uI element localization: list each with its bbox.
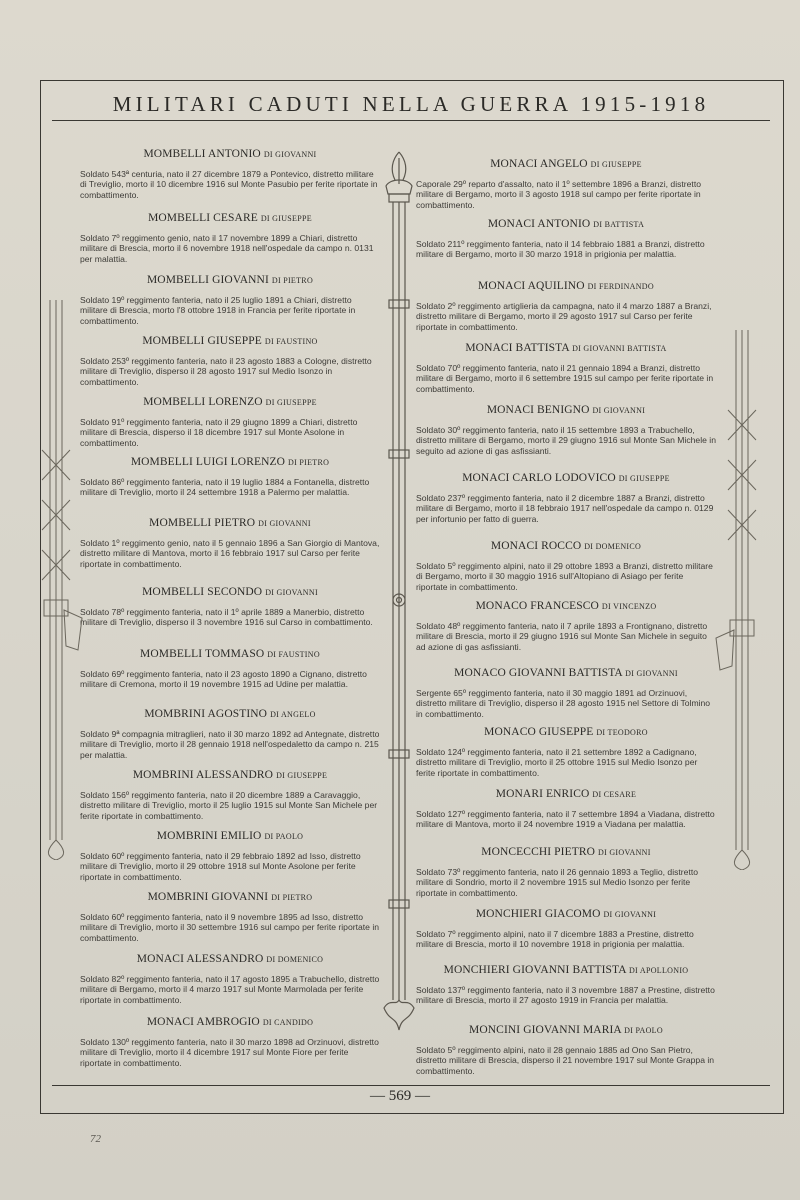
entry — [416, 280, 716, 332]
entry — [416, 158, 716, 210]
surname-name: MOMBELLI TOMMASO — [140, 648, 265, 660]
entry-name — [80, 396, 380, 408]
entry-name — [80, 1016, 380, 1028]
entry-text: Soldato 2º reggimento artiglieria da campagna, nato il 4 marzo 1887 a Branzi, distretto militare di Bergamo, morto il 29 agosto 1917 sul Carso per ferite riportate in combattimento. — [416, 301, 712, 332]
patronymic: DI PAOLO — [264, 832, 304, 841]
surname-name: MONCECCHI PIETRO — [481, 846, 596, 858]
entry — [416, 788, 716, 830]
entry-name — [80, 830, 380, 842]
fasces-ornament — [380, 150, 418, 1040]
entry — [80, 953, 380, 1005]
surname-name: MOMBELLI PIETRO — [149, 517, 256, 529]
entry — [80, 648, 380, 690]
patronymic: DI GIOVANNI — [263, 150, 317, 159]
entry-name — [80, 274, 380, 286]
patronymic: DI DOMENICO — [266, 955, 324, 964]
entry — [80, 1016, 380, 1068]
entry-text: Soldato 60º reggimento fanteria, nato il 29 febbraio 1892 ad Isso, distretto militare di Treviglio, morto il 29 ottobre 1918 sul Monte Asolone per ferite riportate in combattimento. — [80, 851, 361, 882]
entry-name — [416, 472, 716, 484]
entry-text: Soldato 60º reggimento fanteria, nato il 9 novembre 1895 ad Isso, distretto militare di Treviglio, morto il 30 settembre 1916 sul campo per ferite riportate in combattimento. — [80, 912, 380, 943]
patronymic: DI CESARE — [592, 790, 637, 799]
entry — [416, 600, 716, 652]
entry — [80, 517, 380, 569]
entry-text: Soldato 69º reggimento fanteria, nato il 23 agosto 1890 a Cignano, distretto militare di Cremona, morto il 19 novembre 1915 ad Udine per malattia. — [80, 669, 367, 690]
patronymic: DI APOLLONIO — [628, 966, 689, 975]
patronymic: DI GIUSEPPE — [265, 398, 317, 407]
surname-name: MONACI ALESSANDRO — [136, 953, 264, 965]
entry-name — [80, 335, 380, 347]
patronymic: DI TEODORO — [596, 728, 648, 737]
surname-name: MONARI ENRICO — [495, 788, 590, 800]
entry — [416, 342, 716, 394]
patronymic: DI BATTISTA — [593, 220, 645, 229]
entry-text: Soldato 91º reggimento fanteria, nato il 29 giugno 1899 a Chiari, distretto militare di Brescia, disperso il 18 dicembre 1917 sul Monte Asolone in combattimento. — [80, 417, 358, 448]
surname-name: MOMBELLI ANTONIO — [143, 148, 261, 160]
patronymic: DI GIUSEPPE — [618, 474, 670, 483]
surname-name: MOMBRINI AGOSTINO — [144, 708, 268, 720]
patronymic: DI GIOVANNI — [603, 910, 657, 919]
entry-name — [416, 726, 716, 738]
surname-name: MONACI CARLO LODOVICO — [462, 472, 616, 484]
entry-name — [416, 788, 716, 800]
entry-name — [80, 891, 380, 903]
patronymic: DI ANGELO — [270, 710, 316, 719]
entry-text: Soldato 73º reggimento fanteria, nato il 26 gennaio 1893 a Teglio, distretto militare di Sondrio, morto il 2 novembre 1915 sul Medio Isonzo per ferite riportate in combattimento. — [416, 867, 698, 898]
entry — [416, 726, 716, 778]
entry-text: Soldato 156º reggimento fanteria, nato il 20 dicembre 1889 a Caravaggio, distretto militare di Treviglio, morto il 25 luglio 1915 sul Monte San Michele per ferite riportate in combattimento. — [80, 790, 378, 821]
surname-name: MONACO FRANCESCO — [475, 600, 599, 612]
entry — [80, 212, 380, 264]
page-title: MILITARI CADUTI NELLA GUERRA 1915-1918 — [112, 91, 710, 116]
surname-name: MOMBELLI LORENZO — [143, 396, 263, 408]
page-number: — 569 — — [370, 1088, 430, 1104]
surname-name: MONACI ANTONIO — [487, 218, 591, 230]
entry-name — [80, 517, 380, 529]
patronymic: DI VINCENZO — [601, 602, 657, 611]
entry-name — [80, 648, 380, 660]
entry — [80, 830, 380, 882]
entry — [416, 540, 716, 592]
patronymic: DI PIETRO — [271, 276, 314, 285]
entry-name — [80, 769, 380, 781]
entry-name — [80, 456, 380, 468]
entry-name — [416, 1024, 716, 1036]
entry-name — [416, 158, 716, 170]
entry — [416, 908, 716, 950]
surname-name: MONACI AQUILINO — [478, 280, 585, 292]
entry-name — [416, 540, 716, 552]
patronymic: DI GIUSEPPE — [260, 214, 312, 223]
patronymic: DI GIOVANNI — [598, 848, 651, 857]
patronymic: DI CANDIDO — [262, 1018, 314, 1027]
surname-name: MONACI AMBROGIO — [146, 1016, 260, 1028]
entry-text: Sergente 65º reggimento fanteria, nato il 30 maggio 1891 ad Orzinuovi, distretto militare di Treviglio, disperso il 28 agosto 1915 nel Settore di Tolmino in combattimento. — [416, 688, 711, 719]
surname-name: MONCHIERI GIACOMO — [475, 908, 601, 920]
entry-name — [416, 964, 716, 976]
entry-name — [416, 218, 716, 230]
entry — [80, 148, 380, 200]
entry-text: Soldato 253º reggimento fanteria, nato il 23 agosto 1883 a Cologne, distretto militare di Treviglio, disperso il 28 agosto 1917 sul Medio Isonzo in combattimento. — [80, 356, 372, 387]
surname-name: MONACI ANGELO — [490, 158, 588, 170]
patronymic: DI GIOVANNI — [265, 588, 318, 597]
left-trophy-ornament — [28, 300, 84, 860]
entry-name — [80, 953, 380, 965]
patronymic: DI PIETRO — [271, 893, 313, 902]
surname-name: MONACI ROCCO — [490, 540, 582, 552]
patronymic: DI GIUSEPPE — [590, 160, 642, 169]
surname-name: MONACO GIUSEPPE — [484, 726, 594, 738]
patronymic: DI FAUSTINO — [264, 337, 318, 346]
surname-name: MONACI BATTISTA — [465, 342, 570, 354]
patronymic: DI GIOVANNI BATTISTA — [572, 344, 667, 353]
entry-name — [80, 586, 380, 598]
entry-text: Soldato 19º reggimento fanteria, nato il 25 luglio 1891 a Chiari, distretto militare di Brescia, morto l'8 ottobre 1918 in Francia per ferite riportate in combattimento. — [80, 295, 356, 326]
patronymic: DI FERDINANDO — [587, 282, 654, 291]
entry-text: Soldato 48º reggimento fanteria, nato il 7 aprile 1893 a Frontignano, distretto militare di Brescia, morto il 29 giugno 1916 sul Monte San Michele in seguito ad azione di gas asfissianti. — [416, 621, 708, 652]
surname-name: MOMBELLI GIUSEPPE — [142, 335, 262, 347]
entry — [416, 667, 716, 719]
entry-text: Soldato 7º reggimento genio, nato il 17 novembre 1899 a Chiari, distretto militare di Brescia, morto il 6 novembre 1918 nell'ospedale da campo n. 0131 per malattia. — [80, 233, 374, 264]
entry-text: Soldato 86º reggimento fanteria, nato il 19 luglio 1884 a Fontanella, distretto militare di Treviglio, morto il 24 settembre 1918 a Palermo per malattia. — [80, 477, 370, 498]
entry-name — [416, 404, 716, 416]
entry-text: Soldato 70º reggimento fanteria, nato il 21 gennaio 1894 a Branzi, distretto militare di Bergamo, morto il 6 settembre 1915 sul campo per ferite riportate in combattimento. — [416, 363, 714, 394]
surname-name: MONCHIERI GIOVANNI BATTISTA — [443, 964, 626, 976]
entry — [416, 846, 716, 898]
entry-name — [416, 908, 716, 920]
entry-text: Soldato 137º reggimento fanteria, nato il 3 novembre 1887 a Prestine, distretto militare di Brescia, morto il 27 agosto 1919 in Francia per malattia. — [416, 985, 715, 1006]
entry-text: Caporale 29º reparto d'assalto, nato il 1º settembre 1896 a Branzi, distretto militare di Bergamo, morto il 3 agosto 1918 sul campo per ferite riportate in combattimento. — [416, 179, 701, 210]
entry-text: Soldato 82º reggimento fanteria, nato il 17 agosto 1895 a Trabuchello, distretto militare di Bergamo, morto il 4 marzo 1917 sul Monte Marmolada per ferite riportate in combattimento. — [80, 974, 380, 1005]
surname-name: MOMBELLI SECONDO — [142, 586, 263, 598]
entry — [80, 708, 380, 760]
entry-text: Soldato 130º reggimento fanteria, nato il 30 marzo 1898 ad Orzinuovi, distretto militare di Treviglio, morto il 4 dicembre 1917 sul Monte Fiore per ferite riportate in combattimento. — [80, 1037, 379, 1068]
header-band — [52, 88, 770, 121]
entry — [80, 396, 380, 448]
right-trophy-ornament — [712, 330, 772, 870]
entry-text: Soldato 78º reggimento fanteria, nato il 1º aprile 1889 a Manerbio, distretto militare di Treviglio, disperso il 3 novembre 1916 sul Carso in combattimento. — [80, 607, 373, 628]
entry-text: Soldato 237º reggimento fanteria, nato il 2 dicembre 1887 a Branzi, distretto militare di Bergamo, morto il 18 febbraio 1917 nell'ospedale da campo n. 0129 per infortunio per fatto di guerra. — [416, 493, 714, 524]
entry-name — [416, 600, 716, 612]
entry — [416, 1024, 716, 1076]
entry-name — [80, 708, 380, 720]
patronymic: DI PAOLO — [624, 1026, 663, 1035]
entry-name — [416, 342, 716, 354]
entry — [80, 274, 380, 326]
surname-name: MONACI BENIGNO — [486, 404, 590, 416]
entry — [80, 769, 380, 821]
entry — [416, 472, 716, 524]
patronymic: DI GIOVANNI — [258, 519, 311, 528]
entry-text: Soldato 9ª compagnia mitraglieri, nato il 30 marzo 1892 ad Antegnate, distretto militare di Treviglio, morto il 28 gennaio 1918 nell'ospedaletto da campo n. 215 per malattia. — [80, 729, 380, 760]
patronymic: DI PIETRO — [288, 458, 330, 467]
entry-text: Soldato 1º reggimento genio, nato il 5 gennaio 1896 a San Giorgio di Mantova, distretto militare di Mantova, morto il 16 febbraio 1917 sul Carso per ferite riportate in combattimento. — [80, 538, 380, 569]
surname-name: MOMBRINI GIOVANNI — [147, 891, 269, 903]
entry-text: Soldato 5º reggimento alpini, nato il 28 gennaio 1885 ad Ono San Pietro, distretto militare di Brescia, disperso il 21 novembre 1917 sul Monte Grappa in combattimento. — [416, 1045, 715, 1076]
folio-number: 72 — [90, 1133, 101, 1145]
footer-rule — [52, 1085, 770, 1086]
entry-name — [80, 212, 380, 224]
surname-name: MOMBELLI CESARE — [148, 212, 258, 224]
entry — [416, 964, 716, 1006]
entry-text: Soldato 7º reggimento alpini, nato il 7 dicembre 1883 a Prestine, distretto militare di Brescia, morto il 10 novembre 1918 in prigionia per malattia. — [416, 929, 694, 950]
patronymic: DI GIOVANNI — [592, 406, 646, 415]
entry-text: Soldato 124º reggimento fanteria, nato il 21 settembre 1892 a Cadignano, distretto militare di Treviglio, morto il 25 ottobre 1915 sul Medio Isonzo per ferite riportate in combattimento. — [416, 747, 698, 778]
surname-name: MONCINI GIOVANNI MARIA — [469, 1024, 622, 1036]
entry-name — [416, 667, 716, 679]
entry — [80, 456, 380, 498]
entry — [80, 891, 380, 943]
patronymic: DI GIOVANNI — [625, 669, 678, 678]
entry — [80, 586, 380, 628]
entry-name — [416, 280, 716, 292]
entry-name — [80, 148, 380, 160]
surname-name: MOMBRINI ALESSANDRO — [132, 769, 274, 781]
entry-text: Soldato 127º reggimento fanteria, nato il 7 settembre 1894 a Viadana, distretto militare di Mantova, morto il 24 novembre 1919 a Viadana per malattia. — [416, 809, 715, 830]
patronymic: DI FAUSTINO — [267, 650, 320, 659]
entry — [80, 335, 380, 387]
surname-name: MOMBELLI LUIGI LORENZO — [130, 456, 286, 468]
surname-name: MOMBELLI GIOVANNI — [146, 274, 269, 286]
patronymic: DI DOMENICO — [584, 542, 642, 551]
surname-name: MOMBRINI EMILIO — [156, 830, 262, 842]
entry — [416, 218, 716, 260]
entry-text: Soldato 543ª centuria, nato il 27 dicembre 1879 a Pontevico, distretto militare di Treviglio, morto il 10 dicembre 1916 sul Monte Pasubio per ferite riportate in combattimento. — [80, 169, 378, 200]
entry-text: Soldato 30º reggimento fanteria, nato il 15 settembre 1893 a Trabuchello, distretto militare di Bergamo, morto il 29 giugno 1916 sul Monte San Michele in seguito ad azione di gas asfissianti. — [416, 425, 716, 456]
surname-name: MONACO GIOVANNI BATTISTA — [454, 667, 623, 679]
entry-text: Soldato 5º reggimento alpini, nato il 29 ottobre 1893 a Branzi, distretto militare di Bergamo, morto il 30 maggio 1916 sull'Altopiano di Asiago per ferite riportate in combattimento. — [416, 561, 713, 592]
entry-text: Soldato 211º reggimento fanteria, nato il 14 febbraio 1881 a Branzi, distretto militare di Bergamo, morto il 30 marzo 1918 in prigionia per malattia. — [416, 239, 705, 260]
entry — [416, 404, 716, 456]
patronymic: DI GIUSEPPE — [276, 771, 328, 780]
entry-name — [416, 846, 716, 858]
